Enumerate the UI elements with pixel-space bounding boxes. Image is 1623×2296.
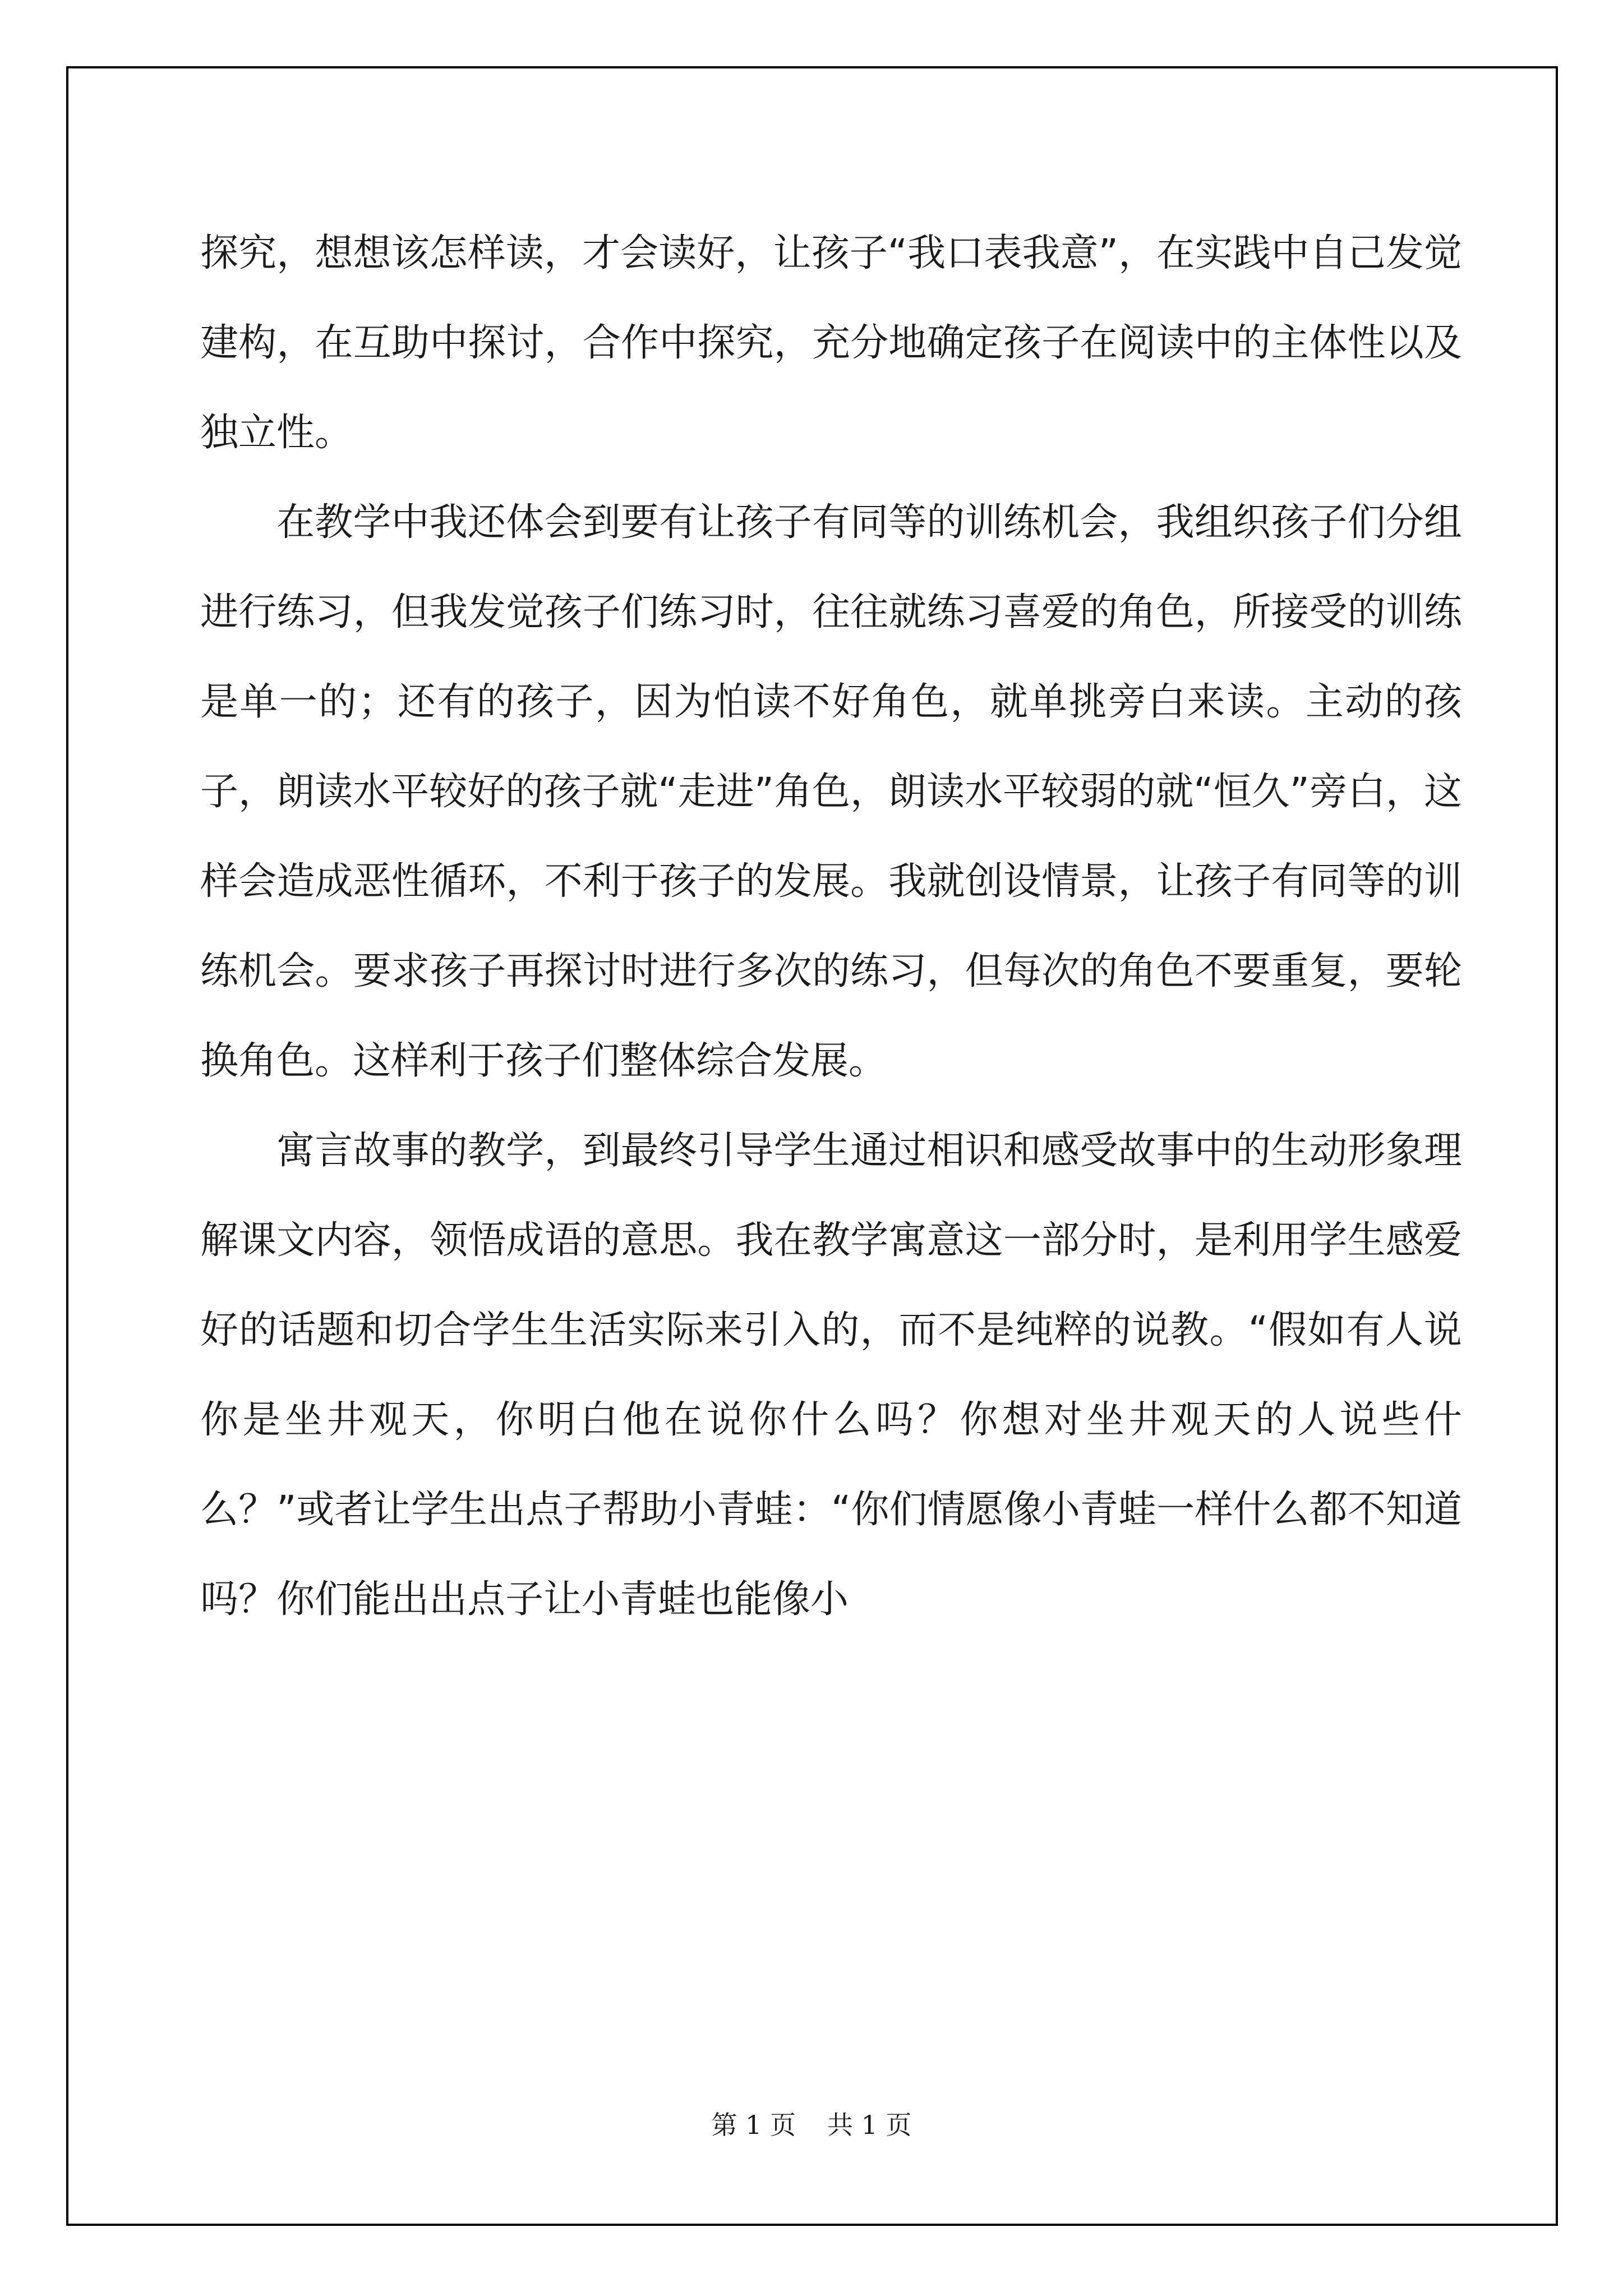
paragraph-3: 寓言故事的教学，到最终引导学生通过相识和感受故事中的生动形象理解课文内容，领悟成语的意思。我在教学寓意这一部分时，是利用学生感爱好的话题和切合学生生活实际来引入的，而不是纯粹的说教。“假如有人说你是坐井观天，你明白他在说你什么吗？你想对坐井观天的人说些什么？”或者让学生出点子帮助小青蛙：“你们情愿像小青蛙一样什么都不知道吗？你们能出出点子让小青蛙也能像小 <box>200 1129 1462 1622</box>
paragraph-2: 在教学中我还体会到要有让孩子有同等的训练机会，我组织孩子们分组进行练习，但我发觉孩子们练习时，往往就练习喜爱的角色，所接受的训练是单一的；还有的孩子，因为怕读不好角色，就单挑旁白来读。主动的孩子，朗读水平较好的孩子就“走进”角色，朗读水平较弱的就“恒久”旁白，这样会造成恶性循环，不利于孩子的发展。我就创设情景，让孩子有同等的训练机会。要求孩子再探讨时进行多次的练习，但每次的角色不要重复，要轮换角色。这样利于孩子们整体综合发展。 <box>200 500 1462 1083</box>
page-total: 共 1 页 <box>827 2110 912 2140</box>
page-number: 第 1 页 <box>711 2110 796 2140</box>
page-footer <box>0 2108 1623 2142</box>
document-body <box>200 209 1462 1645</box>
paragraph-1: 探究，想想该怎样读，才会读好，让孩子“我口表我意”，在实践中自己发觉建构，在互助中探讨，合作中探究，充分地确定孩子在阅读中的主体性以及独立性。 <box>200 231 1462 455</box>
